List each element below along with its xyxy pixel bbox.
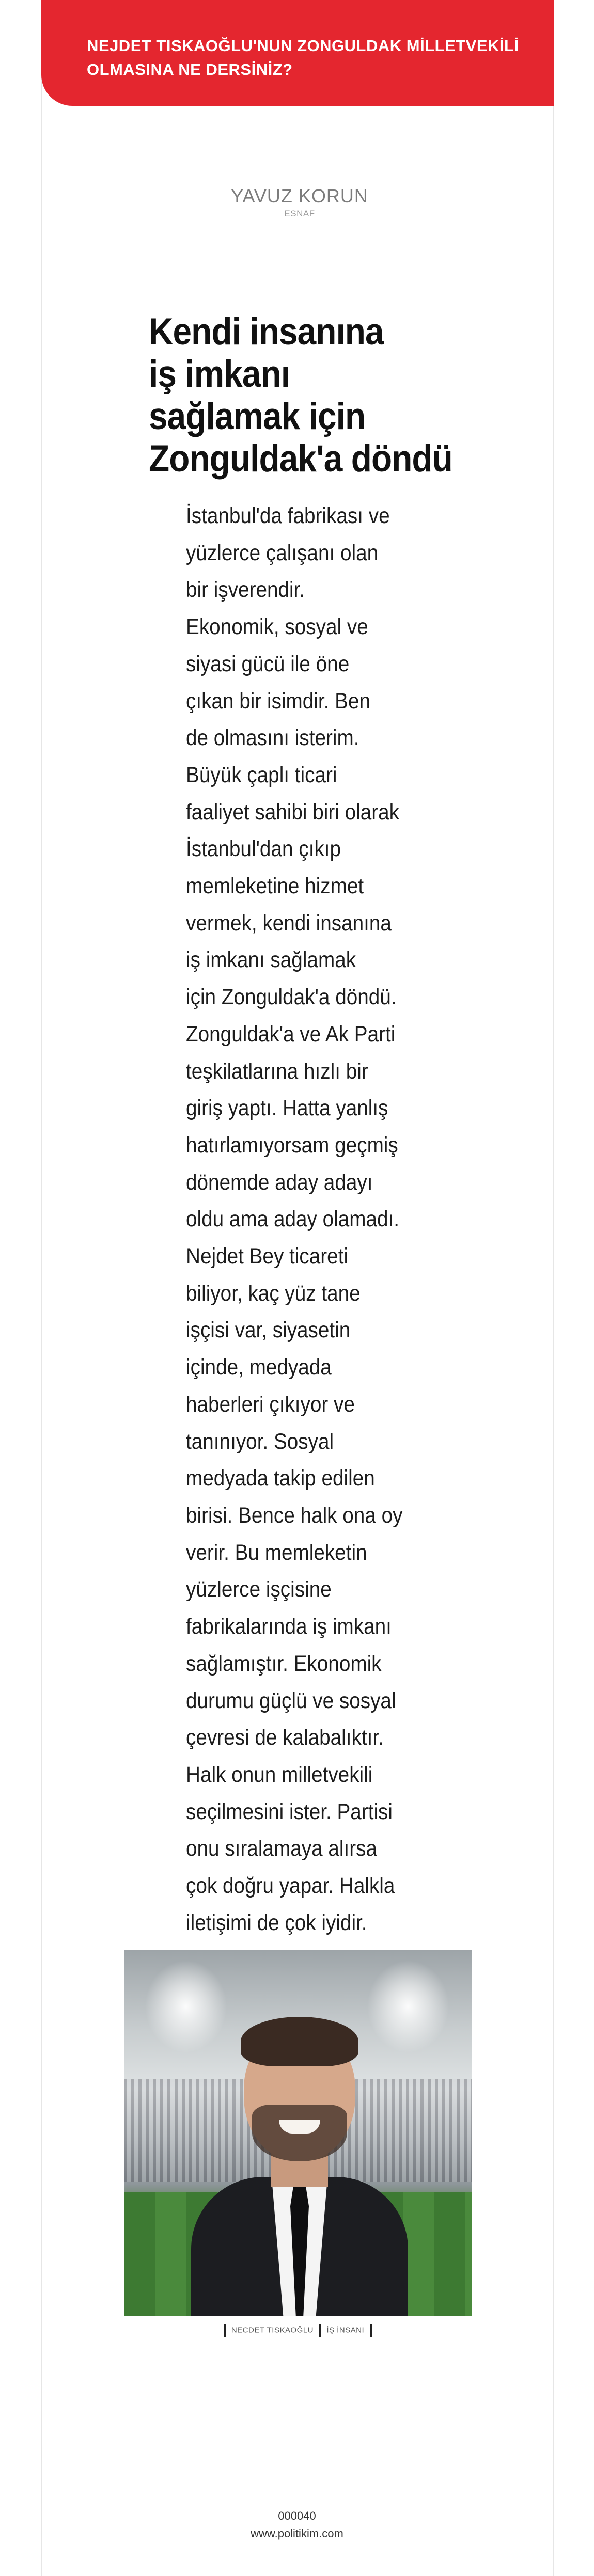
- caption-person-name: NECDET TISKAOĞLU: [231, 2326, 314, 2335]
- body-line: sağlamıştır. Ekonomik: [186, 1651, 382, 1676]
- body-line: biliyor, kaç yüz tane: [186, 1281, 361, 1306]
- body-line: siyasi gücü ile öne: [186, 651, 350, 676]
- headline-line: sağlamak için: [149, 396, 366, 437]
- body-line: bir işverendir.: [186, 577, 305, 603]
- body-line: memleketine hizmet: [186, 874, 364, 899]
- page-number: 000040: [278, 2509, 316, 2522]
- body-line: yüzlerce işçisine: [186, 1577, 332, 1602]
- body-line: medyada takip edilen: [186, 1466, 375, 1491]
- body-line: iletişimi de çok iyidir.: [186, 1910, 367, 1935]
- caption-divider: [370, 2324, 372, 2337]
- caption-divider: [224, 2324, 226, 2337]
- body-line: haberleri çıkıyor ve: [186, 1392, 355, 1417]
- body-line: çevresi de kalabalıktır.: [186, 1725, 384, 1750]
- body-line: çıkan bir isimdir. Ben: [186, 688, 371, 714]
- stadium-light: [367, 1960, 449, 2053]
- headline-line: Zonguldak'a döndü: [149, 438, 452, 480]
- body-line: Halk onun milletvekili: [186, 1762, 373, 1787]
- body-line: birisi. Bence halk ona oy: [186, 1503, 403, 1528]
- respondent-name: YAVUZ KORUN: [231, 185, 368, 207]
- body-line: hatırlamıyorsam geçmiş: [186, 1132, 398, 1158]
- body-line: fabrikalarında iş imkanı: [186, 1614, 392, 1639]
- body-line: iş imkanı sağlamak: [186, 947, 356, 973]
- headline-line: Kendi insanına: [149, 311, 384, 353]
- body-line: teşkilatlarına hızlı bir: [186, 1058, 368, 1084]
- body-line: Nejdet Bey ticareti: [186, 1244, 349, 1269]
- body-line: çok doğru yapar. Halkla: [186, 1873, 395, 1899]
- website-url: www.politikim.com: [251, 2527, 343, 2540]
- article-body: [186, 498, 404, 1941]
- headline-line: iş imkanı: [149, 353, 290, 395]
- body-line: onu sıralamaya alırsa: [186, 1836, 377, 1861]
- caption-divider: [319, 2324, 321, 2337]
- body-line: vermek, kendi insanına: [186, 910, 392, 936]
- body-line: tanınıyor. Sosyal: [186, 1429, 334, 1454]
- body-line: oldu ama aday olamadı.: [186, 1207, 400, 1232]
- respondent-block: [145, 185, 455, 220]
- survey-question: NEJDET TISKAOĞLU'NUN ZONGULDAK MİLLETVEKİLİ OLMASINA NE DERSİNİZ?: [87, 37, 519, 78]
- body-line: işçisi var, siyasetin: [186, 1318, 351, 1343]
- body-line: dönemde aday adayı: [186, 1170, 373, 1195]
- photo-caption: [124, 2324, 472, 2337]
- caption-person-title: İŞ İNSANI: [326, 2326, 365, 2335]
- body-line: faaliyet sahibi biri olarak: [186, 799, 400, 825]
- respondent-role: ESNAF: [284, 209, 315, 218]
- body-line: seçilmesini ister. Partisi: [186, 1799, 393, 1824]
- hair: [241, 2017, 358, 2066]
- body-line: içinde, medyada: [186, 1355, 332, 1380]
- page-footer: [196, 2507, 398, 2542]
- body-line: İstanbul'dan çıkıp: [186, 836, 341, 862]
- portrait-photo: [124, 1950, 472, 2316]
- body-line: durumu güçlü ve sosyal: [186, 1688, 396, 1713]
- body-line: de olmasını isterim.: [186, 725, 359, 751]
- body-line: Büyük çaplı ticari: [186, 762, 337, 787]
- body-line: İstanbul'da fabrikası ve: [186, 503, 390, 528]
- body-line: için Zonguldak'a döndü.: [186, 985, 397, 1010]
- stadium-light: [145, 1960, 227, 2053]
- body-line: yüzlerce çalışanı olan: [186, 540, 379, 565]
- body-line: verir. Bu memleketin: [186, 1540, 367, 1565]
- article-headline: [149, 311, 474, 480]
- body-line: giriş yaptı. Hatta yanlış: [186, 1096, 388, 1121]
- body-line: Zonguldak'a ve Ak Parti: [186, 1021, 396, 1047]
- body-line: Ekonomik, sosyal ve: [186, 614, 368, 640]
